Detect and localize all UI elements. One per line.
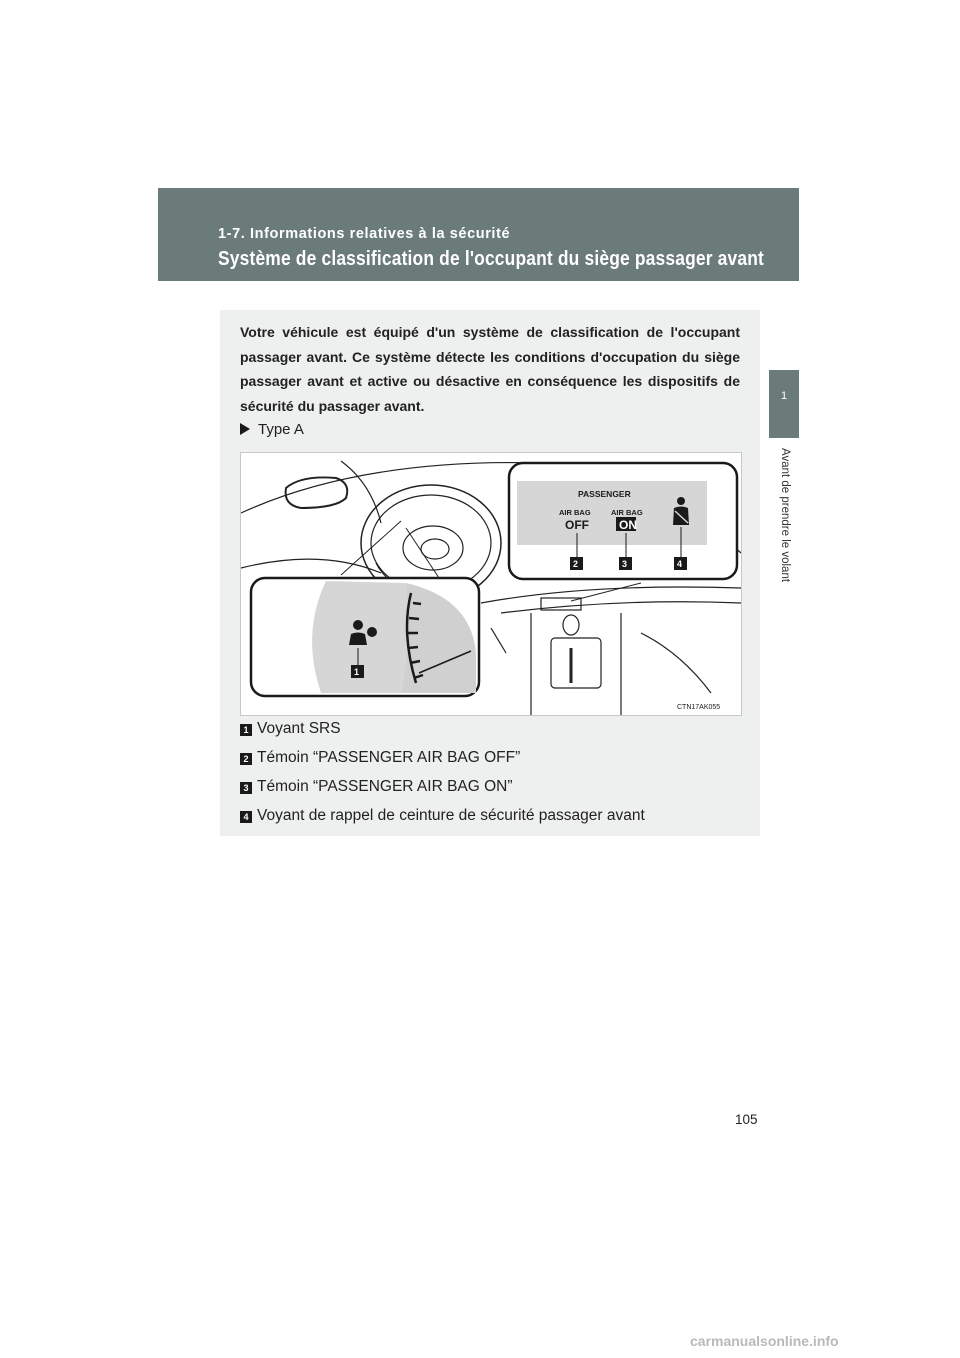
legend-text: Voyant SRS <box>257 720 341 737</box>
callout-1: 1 <box>354 667 360 677</box>
legend-text: Témoin “PASSENGER AIR BAG OFF” <box>257 749 521 766</box>
dashboard-illustration <box>240 452 742 716</box>
callout-4: 4 <box>677 559 683 569</box>
chapter-tab[interactable] <box>769 370 799 438</box>
legend-text: Voyant de rappel de ceinture de sécurité passager avant <box>257 807 645 824</box>
type-label: Type A <box>258 421 304 438</box>
page-title: Système de classification de l'occupant du siège passager avant <box>218 248 765 270</box>
illustration-code: CTN17AK055 <box>677 704 721 711</box>
content-box <box>220 310 760 836</box>
airbag-label-off: AIR BAG <box>559 508 591 517</box>
legend-item <box>240 776 750 802</box>
type-heading <box>240 421 304 438</box>
panel-label: PASSENGER <box>578 489 631 499</box>
chapter-title: Avant de prendre le volant <box>779 448 791 583</box>
legend-number: 3 <box>240 782 252 794</box>
intro-paragraph: Votre véhicule est équipé d'un système de classification de l'occupant passager avant. Ce système détecte les conditions d'occupation du siège passager avant et active ou désactive en conséquence les dispositifs de sécurité du passager avant. <box>240 324 740 414</box>
legend-item <box>240 718 750 744</box>
page-header <box>158 188 799 281</box>
airbag-label-on: AIR BAG <box>611 508 643 517</box>
legend-number: 2 <box>240 753 252 765</box>
legend-number: 1 <box>240 724 252 736</box>
watermark-link[interactable]: carmanualsonline.info <box>690 1333 839 1349</box>
legend-number: 4 <box>240 811 252 823</box>
legend-text: Témoin “PASSENGER AIR BAG ON” <box>257 778 513 795</box>
page-number: 105 <box>735 1112 758 1127</box>
chapter-side-label <box>771 448 797 618</box>
legend-item <box>240 805 750 831</box>
airbag-off-indicator: OFF <box>565 518 589 532</box>
legend-list <box>240 715 750 831</box>
dashboard-drawing <box>241 453 741 715</box>
arrow-right-icon <box>240 423 250 435</box>
legend-item <box>240 747 750 773</box>
chapter-number: 1 <box>780 390 788 402</box>
airbag-on-indicator: ON <box>619 518 637 532</box>
section-label: 1-7. Informations relatives à la sécurité <box>218 226 511 242</box>
callout-3: 3 <box>622 559 628 569</box>
callout-2: 2 <box>573 559 579 569</box>
